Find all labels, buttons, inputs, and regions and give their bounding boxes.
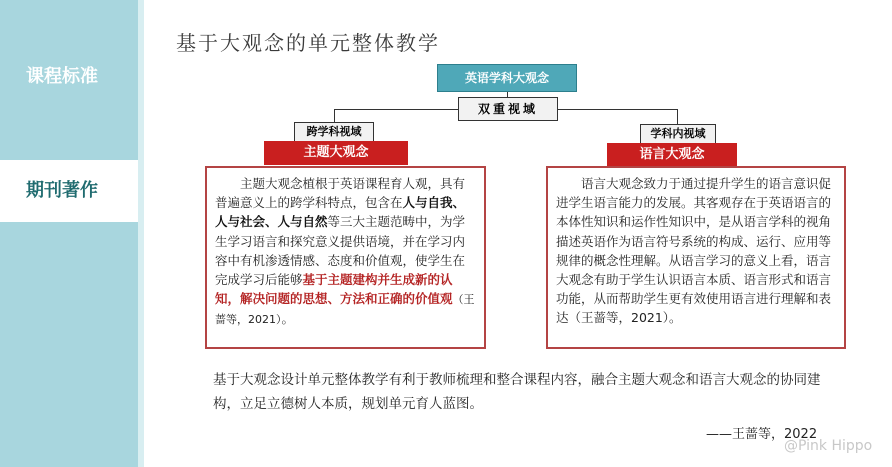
theme-concept-paragraph xyxy=(215,174,476,330)
highlight-outcomes: 基于主题建构并生成新的认知，解决问题的思想、方法和正确的价值观 xyxy=(215,272,453,307)
language-concept-paragraph: 语言大观念致力于通过提升学生的语言意识促进学生语言能力的发展。其客观存在于英语语言的本体性知识和运作性知识中，是从语言学科的视角描述英语作为语言符号系统的构成、运行、应用等规律的概念性理解。从语言学习的意义上看，语言大观念有助于学生认识语言本质、语言形式和语言功能，从而帮助学生更有效使用语言进行理解和表达（王蔷等，2021）。 xyxy=(556,176,832,326)
connector-line xyxy=(334,109,458,110)
sidebar-item-curriculum-standard[interactable]: 课程标准 xyxy=(26,66,98,87)
interdisciplinary-tag: 跨学科视域 xyxy=(294,122,374,142)
connector-line xyxy=(507,92,508,97)
quote-attribution: ——王蔷等，2022 xyxy=(706,427,818,442)
intradisciplinary-tag: 学科内视域 xyxy=(640,124,716,144)
summary-paragraph: 基于大观念设计单元整体教学有利于教师梳理和整合课程内容，融合主题大观念和语言大观念的协同建构，立足立德树人本质，规划单元育人蓝图。 xyxy=(213,372,821,412)
theme-concept-header: 主题大观念 xyxy=(264,141,408,165)
core-concept-box: 英语学科大观念 xyxy=(437,64,577,92)
highlight-themes: 人与自我、人与社会、人与自然 xyxy=(215,195,466,230)
citation: （王蔷等，2021） xyxy=(215,293,475,327)
page-title: 基于大观念的单元整体教学 xyxy=(176,31,440,55)
dual-perspective-box: 双重视域 xyxy=(458,97,558,121)
theme-concept-text-box xyxy=(205,166,486,349)
connector-line xyxy=(558,109,678,110)
text-segment: 。 xyxy=(281,311,295,327)
language-concept-header: 语言大观念 xyxy=(607,143,737,167)
connector-line xyxy=(334,109,335,122)
text-segment: 主题大观念植根于英语课程育人观，具有普遍意义上的跨学科特点，包含在 xyxy=(215,176,466,211)
text-segment: 等三大主题范畴中，为学生学习语言和探究意义提供语境，并在学习内容中有机渗透情感、态度和价值观，使学生在完成学习后能够 xyxy=(215,214,466,288)
sidebar-divider xyxy=(138,0,144,467)
language-concept-text-box xyxy=(546,166,846,349)
sidebar xyxy=(0,0,138,467)
sidebar-item-journal-works[interactable]: 期刊著作 xyxy=(0,160,138,222)
watermark: @Pink Hippo xyxy=(784,438,873,454)
connector-line xyxy=(677,109,678,124)
